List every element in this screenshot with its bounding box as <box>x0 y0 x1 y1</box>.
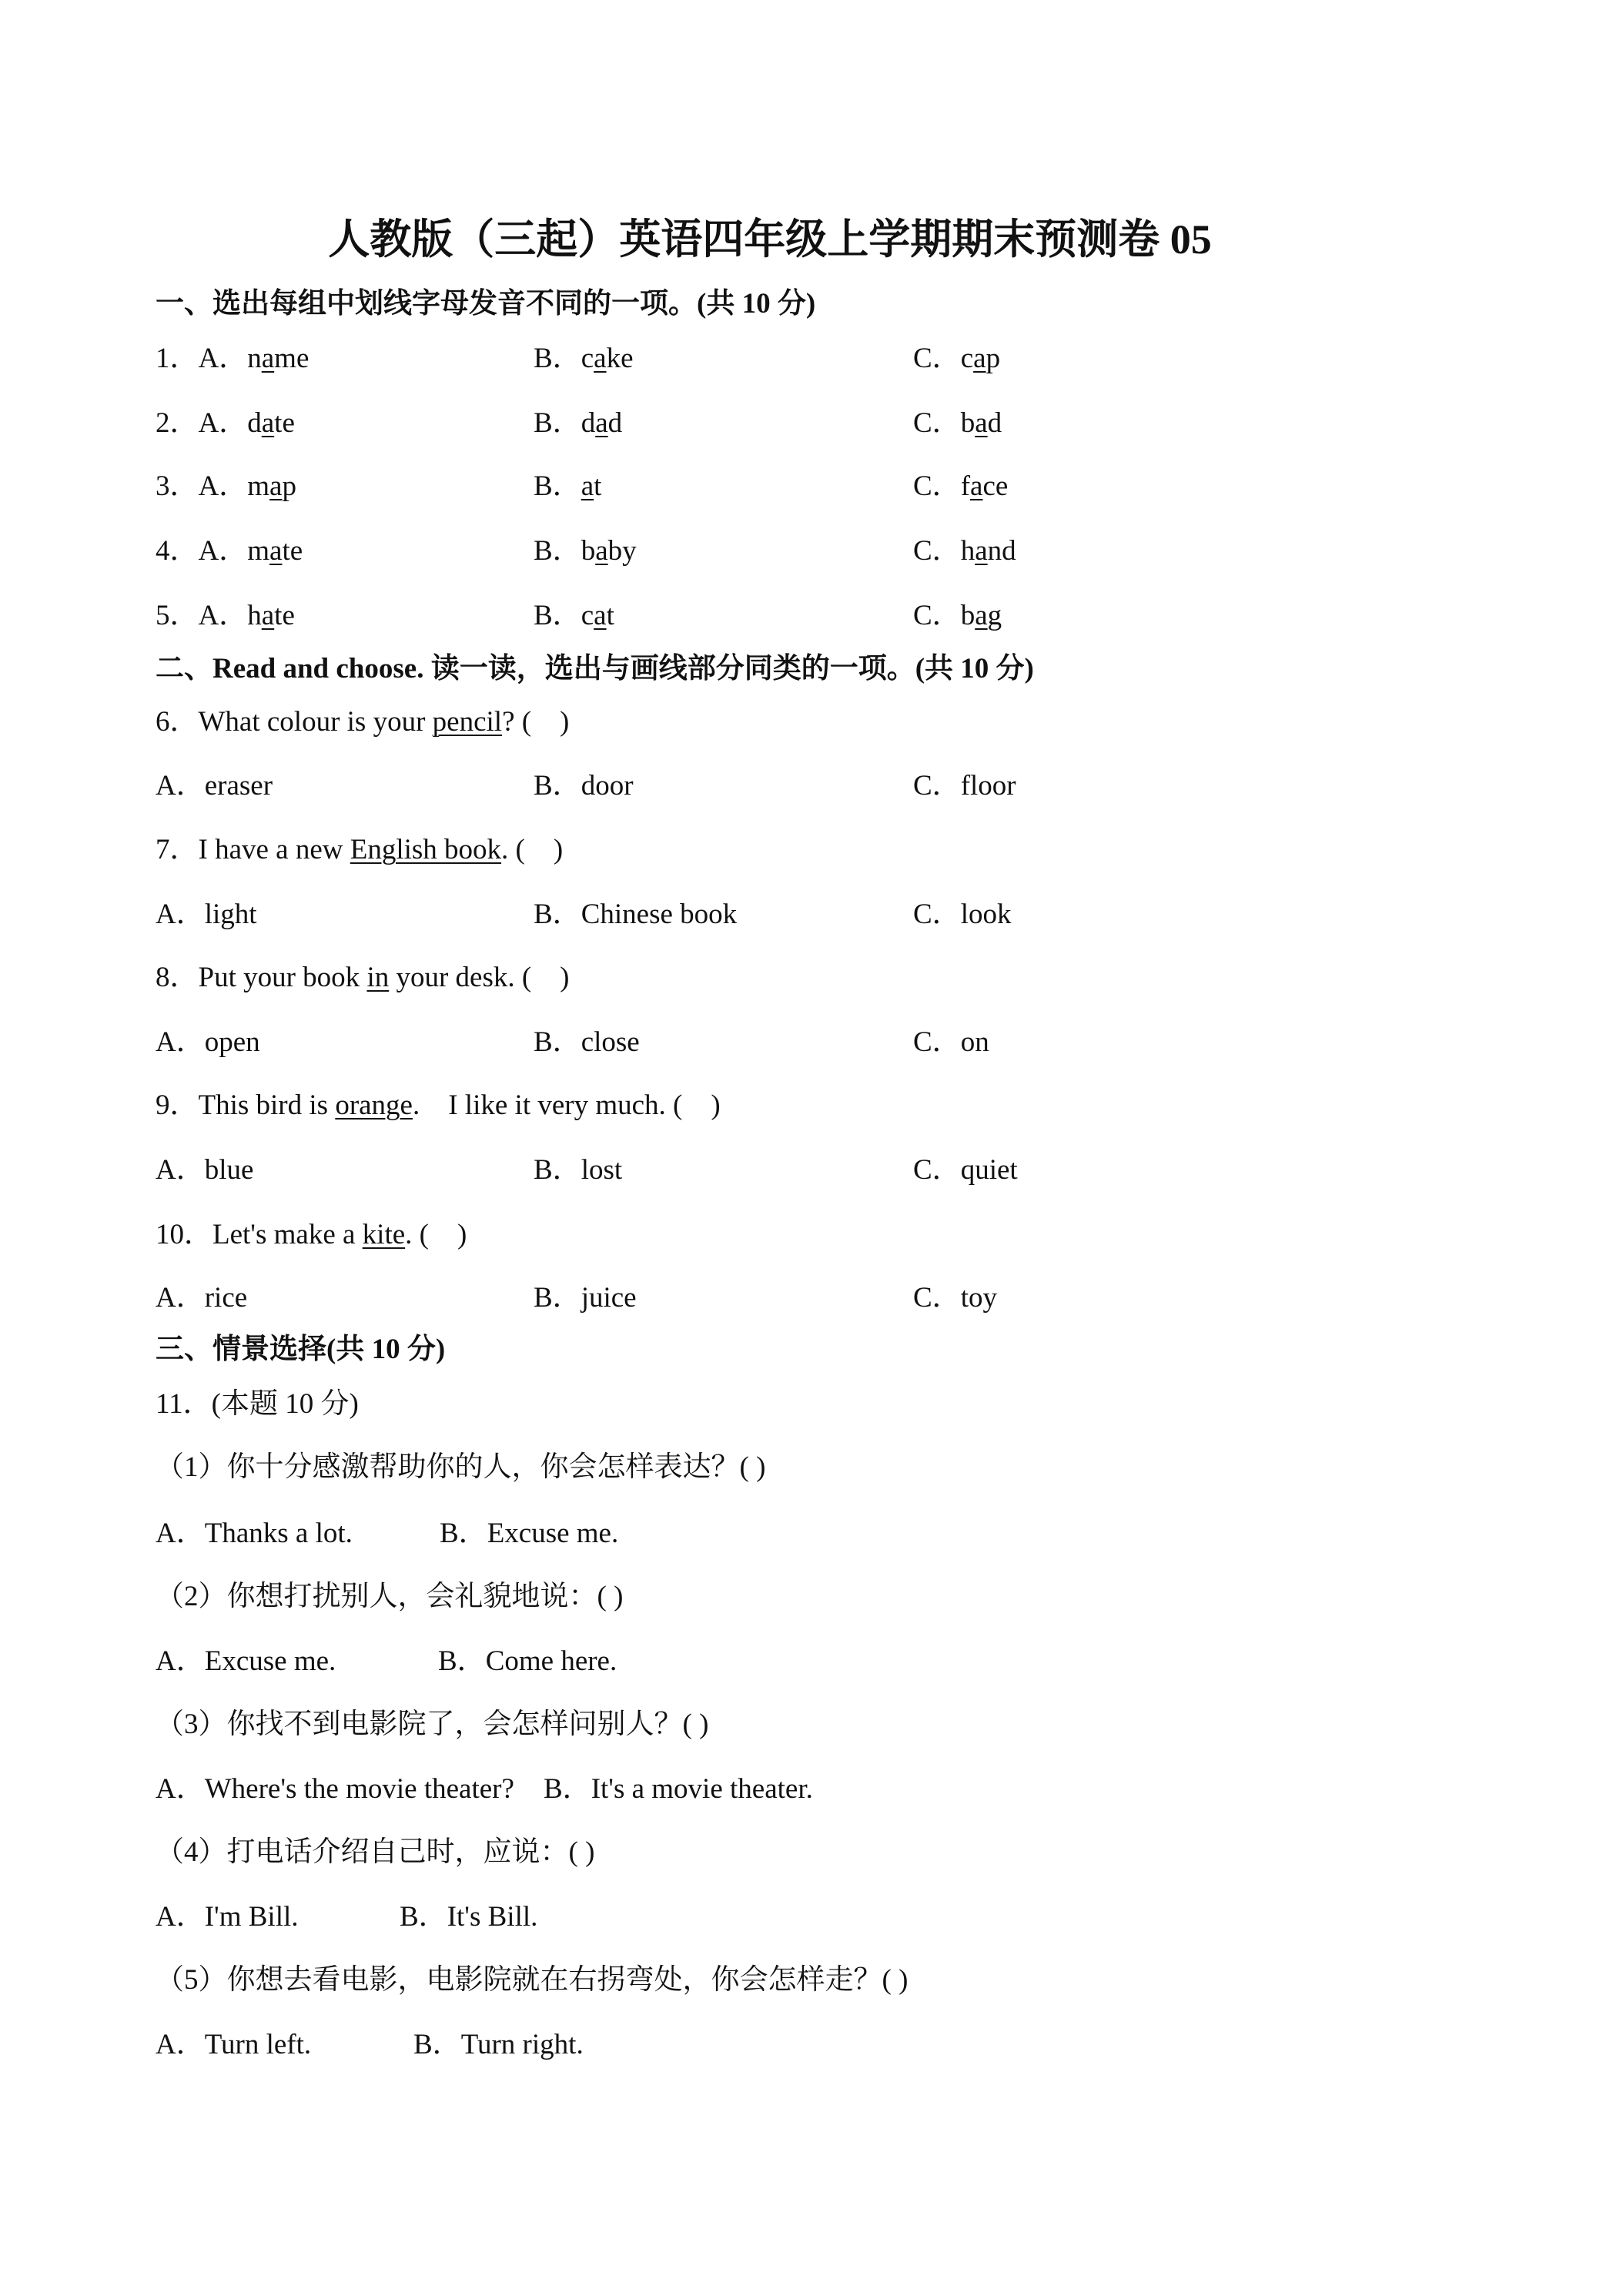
option-text: I'm Bill. <box>204 1901 299 1933</box>
option-b <box>544 1773 813 1806</box>
stem-end: ? ( ) <box>502 706 570 738</box>
option-b <box>534 343 634 375</box>
underlined-phrase: pencil <box>432 706 503 738</box>
underlined-letter: a <box>261 407 275 439</box>
word-start: m <box>247 470 270 502</box>
option-letter: B． <box>534 343 581 374</box>
options-row <box>156 1518 1464 1550</box>
word-start: f <box>960 470 971 502</box>
option-c <box>913 535 1016 567</box>
option-a <box>199 600 295 631</box>
option-letter: A． <box>156 1282 205 1314</box>
option-letter: A． <box>156 1773 205 1805</box>
question-number: 7． <box>156 834 199 865</box>
option-text: rice <box>204 1282 248 1314</box>
option-text: lost <box>581 1154 623 1186</box>
option-a <box>199 470 296 502</box>
option-text: Excuse me. <box>487 1518 619 1549</box>
option-a <box>156 770 273 802</box>
stem-end: . I like it very much. ( ) <box>412 1089 721 1121</box>
word-end: nd <box>987 535 1016 567</box>
option-letter: C． <box>913 1282 961 1314</box>
option-letter: B． <box>413 2029 461 2060</box>
stem-end: . ( ) <box>501 834 564 865</box>
option-letter: B． <box>440 1518 487 1549</box>
word-end: te <box>282 535 303 567</box>
underlined-phrase: English book <box>350 834 502 865</box>
option-a <box>156 899 257 930</box>
option-text: Chinese book <box>581 899 738 930</box>
option-letter: A． <box>156 770 205 802</box>
question-row <box>156 470 1464 503</box>
sub-question-prompt: （1）你十分感激帮助你的人，你会怎样表达？( ) <box>156 1451 766 1483</box>
option-letter: A． <box>156 1154 205 1186</box>
question-stem <box>156 1388 1464 1421</box>
option-a <box>156 1518 353 1549</box>
question-number: 11． <box>156 1388 212 1420</box>
option-text: Turn right. <box>460 2029 584 2060</box>
option-text: light <box>204 899 257 930</box>
underlined-phrase: kite <box>362 1219 406 1250</box>
question-row <box>156 407 1464 440</box>
option-c <box>913 600 1002 632</box>
option-letter: C． <box>913 535 961 567</box>
options-row <box>156 899 1464 931</box>
option-letter: B． <box>534 535 581 567</box>
option-text: toy <box>960 1282 997 1314</box>
option-b <box>534 470 601 503</box>
stem-end: your desk. ( ) <box>389 962 570 993</box>
option-text: It's a movie theater. <box>591 1773 813 1805</box>
stem-end: . ( ) <box>405 1219 467 1250</box>
option-b <box>534 1026 640 1059</box>
word-start: c <box>581 343 594 374</box>
option-c <box>913 1154 1018 1186</box>
stem-start: This bird is <box>198 1089 336 1121</box>
underlined-letter: a <box>975 535 988 567</box>
underlined-phrase: orange <box>335 1089 413 1121</box>
word-start: b <box>960 407 975 439</box>
underlined-letter: a <box>975 407 988 439</box>
word-end: d <box>987 407 1002 439</box>
option-letter: C． <box>913 470 961 502</box>
sub-question-prompt: （5）你想去看电影，电影院就在右拐弯处，你会怎样走？( ) <box>156 1964 909 1996</box>
option-a <box>156 1645 336 1677</box>
question-stem <box>156 1219 1464 1251</box>
option-text: blue <box>204 1154 254 1186</box>
options-row <box>156 1282 1464 1314</box>
option-letter: C． <box>913 770 961 802</box>
option-a <box>156 2029 311 2060</box>
option-letter: A． <box>156 1518 205 1549</box>
question-number: 10． <box>156 1219 212 1250</box>
option-b <box>534 600 614 632</box>
question-number: 9． <box>156 1089 199 1121</box>
word-end: te <box>274 407 295 439</box>
option-text: Where's the movie theater? <box>204 1773 514 1805</box>
word-end: me <box>274 343 310 374</box>
option-c <box>913 470 1008 503</box>
option-a <box>156 1901 299 1933</box>
question-number: 6． <box>156 706 199 738</box>
question-number: 2． <box>156 407 199 439</box>
option-b <box>438 1645 617 1678</box>
word-start: c <box>581 600 594 631</box>
options-row <box>156 1901 1464 1933</box>
option-letter: C． <box>913 407 961 439</box>
stem-start: Put your book <box>198 962 367 993</box>
option-c <box>913 770 1016 802</box>
option-b <box>440 1518 618 1550</box>
option-text: open <box>204 1026 260 1058</box>
option-b <box>534 407 622 440</box>
option-text: Turn left. <box>204 2029 312 2060</box>
option-letter: B． <box>534 1282 581 1314</box>
option-letter: C． <box>913 1154 961 1186</box>
option-a <box>199 343 310 374</box>
question-stem <box>156 962 1464 994</box>
word-end: t <box>606 600 614 631</box>
word-end: g <box>987 600 1002 631</box>
option-letter: A． <box>198 343 248 374</box>
underlined-letter: a <box>261 600 275 631</box>
word-end: d <box>607 407 623 439</box>
option-letter: B． <box>534 899 581 930</box>
option-a <box>156 1026 260 1058</box>
option-letter: B． <box>400 1901 447 1933</box>
option-letter: B． <box>534 1154 581 1186</box>
option-a <box>199 407 295 439</box>
option-b <box>400 1901 537 1933</box>
option-letter: B． <box>534 470 581 502</box>
question-number: 1． <box>156 343 199 374</box>
option-b <box>534 770 634 802</box>
option-text: It's Bill. <box>447 1901 538 1933</box>
option-b <box>534 535 637 567</box>
question-number: 5． <box>156 600 199 631</box>
question-number: 8． <box>156 962 199 993</box>
option-letter: A． <box>156 2029 205 2060</box>
option-text: floor <box>960 770 1016 802</box>
page-title: 人教版（三起）英语四年级上学期期末预测卷 05 <box>328 216 1212 263</box>
option-c <box>913 407 1002 440</box>
question-stem <box>156 706 1464 738</box>
question-text: (本题 10 分) <box>211 1388 359 1420</box>
underlined-letter: a <box>261 343 275 374</box>
option-letter: A． <box>198 600 248 631</box>
option-c <box>913 1026 989 1059</box>
word-start: b <box>581 535 596 567</box>
question-stem <box>156 834 1464 866</box>
underlined-letter: a <box>595 407 608 439</box>
stem-start: What colour is your <box>198 706 433 738</box>
word-start: b <box>960 600 975 631</box>
underlined-letter: a <box>269 470 283 502</box>
options-row <box>156 1645 1464 1678</box>
option-b <box>534 1154 622 1186</box>
word-end: p <box>282 470 296 502</box>
options-row <box>156 1773 1464 1806</box>
option-letter: A． <box>198 470 248 502</box>
option-text: door <box>581 770 634 802</box>
option-a <box>156 1154 253 1186</box>
word-end: t <box>594 470 602 502</box>
underlined-phrase: in <box>366 962 390 993</box>
option-letter: A． <box>198 535 248 567</box>
option-letter: B． <box>534 407 581 439</box>
word-start: d <box>581 407 596 439</box>
option-letter: A． <box>198 407 248 439</box>
question-stem <box>156 1089 1464 1122</box>
sub-question-prompt: （2）你想打扰别人，会礼貌地说：( ) <box>156 1581 624 1612</box>
option-a <box>199 535 303 567</box>
option-letter: A． <box>156 1026 205 1058</box>
underlined-letter: a <box>581 470 594 502</box>
options-row <box>156 770 1464 802</box>
stem-start: I have a new <box>198 834 350 865</box>
underlined-letter: a <box>594 343 607 374</box>
question-number: 4． <box>156 535 199 567</box>
options-row <box>156 1026 1464 1059</box>
word-start: d <box>247 407 262 439</box>
option-text: eraser <box>204 770 273 802</box>
underlined-letter: a <box>973 343 986 374</box>
word-start: h <box>247 600 262 631</box>
word-start: n <box>247 343 262 374</box>
word-end: ce <box>982 470 1009 502</box>
word-end: te <box>274 600 295 631</box>
option-letter: C． <box>913 899 961 930</box>
option-c <box>913 343 1000 375</box>
option-b <box>534 899 737 931</box>
word-end: ke <box>606 343 634 374</box>
stem-start: Let's make a <box>212 1219 363 1250</box>
underlined-letter: a <box>594 600 607 631</box>
question-row <box>156 600 1464 632</box>
word-end: by <box>607 535 637 567</box>
option-text: Thanks a lot. <box>204 1518 353 1549</box>
option-text: look <box>960 899 1012 930</box>
option-letter: B． <box>534 1026 581 1058</box>
option-letter: A． <box>156 1645 205 1677</box>
option-letter: B． <box>534 770 581 802</box>
word-start: c <box>960 343 974 374</box>
option-text: juice <box>581 1282 637 1314</box>
options-row <box>156 1154 1464 1186</box>
option-letter: A． <box>156 1901 205 1933</box>
option-letter: B． <box>544 1773 591 1805</box>
word-start: m <box>247 535 270 567</box>
option-b <box>413 2029 584 2061</box>
sub-question-prompt: （3）你找不到电影院了，会怎样问别人？( ) <box>156 1709 709 1740</box>
underlined-letter: a <box>269 535 283 567</box>
question-row <box>156 343 1464 375</box>
option-letter: C． <box>913 600 961 631</box>
underlined-letter: a <box>970 470 983 502</box>
option-a <box>156 1773 514 1805</box>
sub-question-prompt: （4）打电话介绍自己时，应说：( ) <box>156 1836 595 1868</box>
option-letter: B． <box>534 600 581 631</box>
option-text: on <box>960 1026 989 1058</box>
option-a <box>156 1282 247 1314</box>
word-end: p <box>986 343 1001 374</box>
options-row <box>156 2029 1464 2061</box>
option-b <box>534 1282 637 1314</box>
section-heading: 二、Read and choose. 读一读，选出与画线部分同类的一项。(共 10 分) <box>156 653 1034 684</box>
underlined-letter: a <box>975 600 988 631</box>
word-start: h <box>960 535 975 567</box>
section-heading: 一、选出每组中划线字母发音不同的一项。(共 10 分) <box>156 288 816 320</box>
option-text: close <box>581 1026 640 1058</box>
option-letter: C． <box>913 343 961 374</box>
section-heading: 三、情景选择(共 10 分) <box>156 1334 446 1365</box>
question-row <box>156 535 1464 567</box>
option-letter: C． <box>913 1026 961 1058</box>
option-letter: A． <box>156 899 205 930</box>
option-text: Come here. <box>485 1645 617 1677</box>
option-c <box>913 1282 997 1314</box>
option-c <box>913 899 1011 931</box>
option-letter: B． <box>438 1645 486 1677</box>
option-text: quiet <box>960 1154 1018 1186</box>
underlined-letter: a <box>595 535 608 567</box>
option-text: Excuse me. <box>204 1645 336 1677</box>
question-number: 3． <box>156 470 199 502</box>
